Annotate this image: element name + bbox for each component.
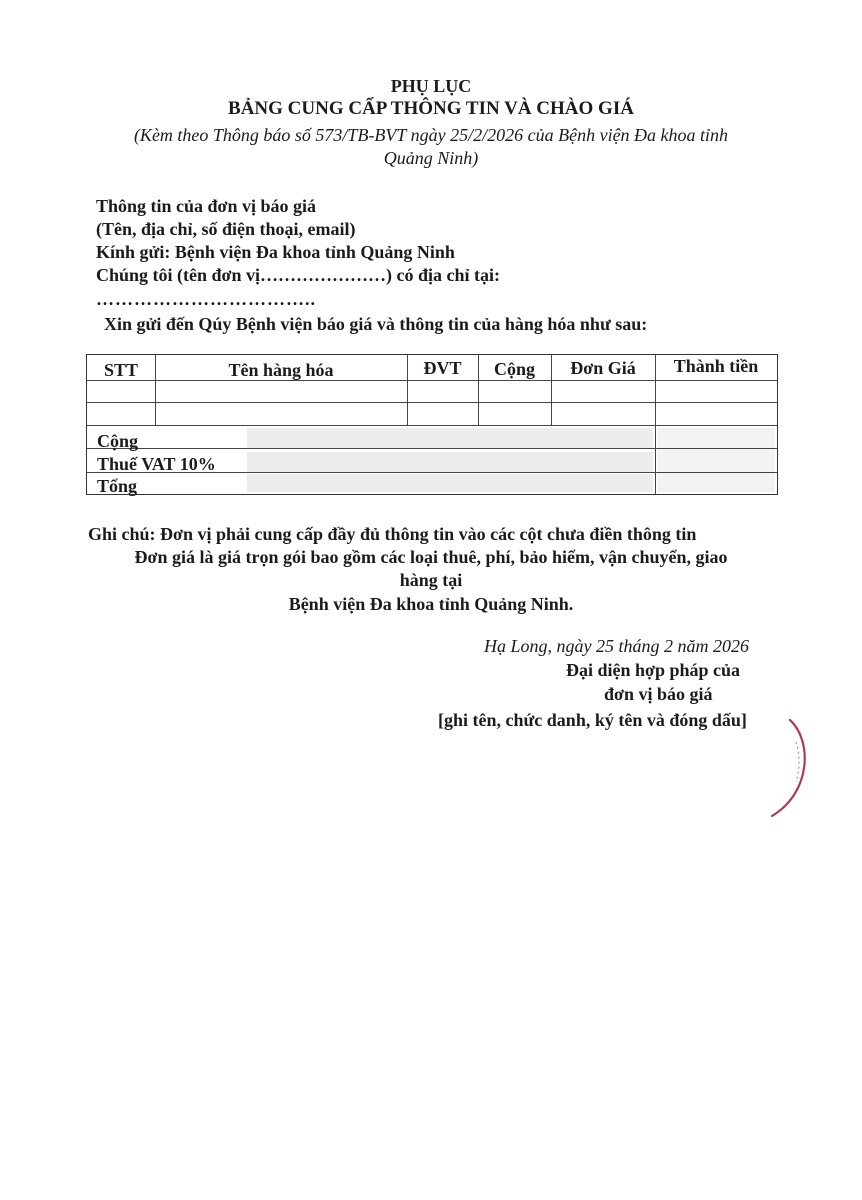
reference-line-2: Quảng Ninh) bbox=[383, 148, 479, 168]
row-line bbox=[87, 448, 777, 449]
info-line-6: Xin gửi đến Qúy Bệnh viện báo giá và thông tin của hàng hóa như sau: bbox=[104, 314, 648, 334]
signature-line-3: [ghi tên, chức danh, ký tên và đóng dấu] bbox=[438, 710, 747, 730]
header-cong: Cộng bbox=[493, 359, 535, 379]
info-line-1: Thông tin của đơn vị báo giá bbox=[96, 196, 317, 216]
summary-shade-tong bbox=[247, 474, 653, 492]
row-line bbox=[87, 425, 777, 426]
seal-stamp-mark bbox=[760, 712, 830, 822]
document-title: PHỤ LỤC bbox=[390, 76, 472, 96]
reference-line-1: (Kèm theo Thông báo số 573/TB-BVT ngày 25/2/2026 của Bệnh viện Đa khoa tỉnh bbox=[133, 125, 729, 145]
info-line-2: (Tên, địa chỉ, số điện thoại, email) bbox=[96, 219, 356, 239]
summary-cong: Cộng bbox=[97, 431, 139, 451]
header-don-gia: Đơn Giá bbox=[570, 358, 636, 378]
info-line-5: …………………………….. bbox=[96, 289, 316, 309]
summary-shade-cong bbox=[247, 428, 653, 448]
note-line-3: hàng tại bbox=[399, 570, 463, 590]
header-ten-hang-hoa: Tên hàng hóa bbox=[228, 360, 334, 380]
summary-tong: Tổng bbox=[97, 476, 138, 496]
note-line-4: Bệnh viện Đa khoa tỉnh Quảng Ninh. bbox=[288, 594, 574, 614]
note-line-2: Đơn giá là giá trọn gói bao gồm các loại thuê, phí, bảo hiểm, vận chuyển, giao bbox=[134, 547, 728, 567]
header-dvt: ĐVT bbox=[423, 358, 462, 378]
header-thanh-tien: Thành tiền bbox=[673, 356, 759, 376]
row-line bbox=[87, 402, 777, 403]
signature-line-2: đơn vị báo giá bbox=[604, 684, 713, 704]
summary-shade-vat bbox=[247, 452, 653, 472]
signature-date: Hạ Long, ngày 25 tháng 2 năm 2026 bbox=[484, 636, 749, 656]
summary-vat: Thuế VAT 10% bbox=[97, 454, 216, 474]
document-subtitle: BẢNG CUNG CẤP THÔNG TIN VÀ CHÀO GIÁ bbox=[228, 98, 634, 119]
info-line-4: Chúng tôi (tên đơn vị…………………) có địa chỉ tại: bbox=[96, 265, 500, 285]
header-stt: STT bbox=[103, 360, 139, 380]
note-line-1: Ghi chú: Đơn vị phải cung cấp đầy đủ thông tin vào các cột chưa điền thông tin bbox=[88, 524, 697, 544]
quotation-table bbox=[86, 354, 778, 495]
signature-line-1: Đại diện hợp pháp của bbox=[566, 660, 741, 680]
summary-shade-right bbox=[657, 428, 775, 492]
info-line-3: Kính gửi: Bệnh viện Đa khoa tỉnh Quảng Ninh bbox=[96, 242, 455, 262]
